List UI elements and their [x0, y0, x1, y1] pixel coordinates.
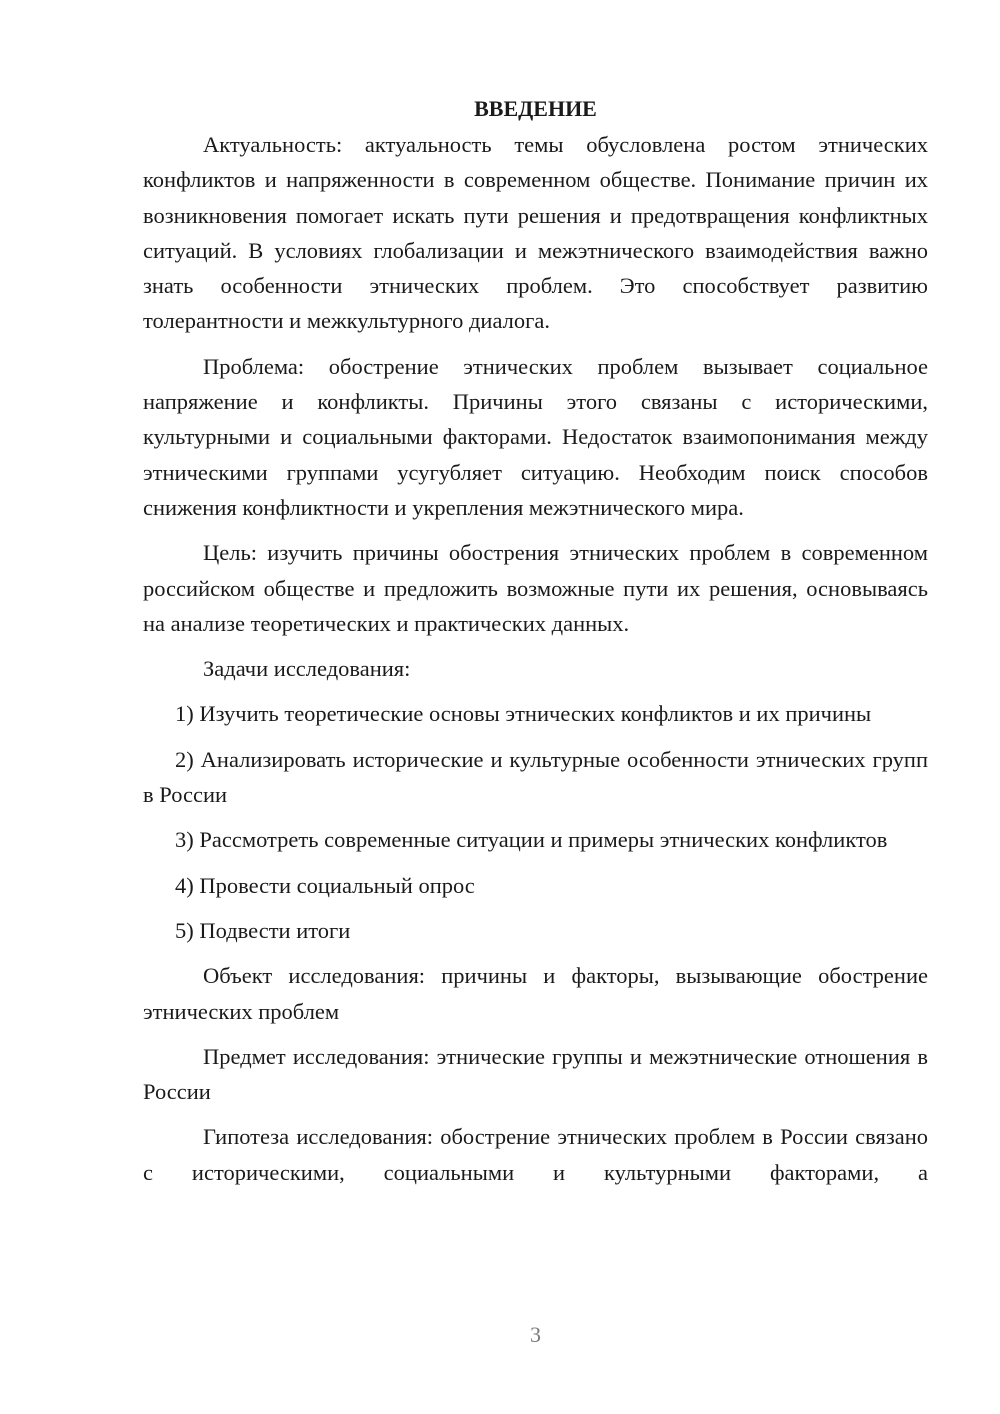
list-item-task-1: 1) Изучить теоретические основы этнических конфликтов и их причины: [175, 701, 872, 727]
paragraph-problem: Проблема: обострение этнических проблем вызывает социальное напряжение и конфликты. Причины этого связаны с историческими, культурными и социальными факторами. Недостаток взаимопонимания между этническими группами усугубляет ситуацию. Необходим поиск способов снижения конфликтности и укрепления межэтнического мира.: [143, 353, 928, 520]
paragraph-subject: Предмет исследования: этнические группы и межэтнические отношения в России: [143, 1043, 928, 1105]
tasks-heading: Задачи исследования:: [203, 656, 411, 682]
document-page: [143, 93, 928, 1200]
paragraph-goal: Цель: изучить причины обострения этнических проблем в современном российском обществе и предложить возможные пути их решения, основываясь на анализе теоретических и практических данных.: [143, 540, 928, 636]
section-heading: ВВЕДЕНИЕ: [474, 96, 597, 121]
list-item-task-3: 3) Рассмотреть современные ситуации и примеры этнических конфликтов: [175, 827, 888, 853]
paragraph-object: Объект исследования: причины и факторы, вызывающие обострение этнических проблем: [143, 963, 928, 1024]
paragraph-relevance: Актуальность: актуальность темы обусловлена ростом этнических конфликтов и напряженности в современном обществе. Понимание причин их возникновения помогает искать пути решения и предотвращения конфликтных ситуаций. В условиях глобализации и межэтнического взаимодействия важно знать особенности этнических проблем. Это способствует развитию толерантности и межкультурного диалога.: [143, 132, 928, 334]
list-item-task-5: 5) Подвести итоги: [175, 917, 351, 943]
list-item-task-4: 4) Провести социальный опрос: [175, 872, 475, 898]
list-item-task-2: 2) Анализировать исторические и культурные особенности этнических групп в России: [143, 746, 928, 808]
paragraph-hypothesis: Гипотеза исследования: обострение этнических проблем в России связано с историческими, социальными и культурными факторами, а: [143, 1124, 928, 1185]
page-number: 3: [530, 1322, 541, 1347]
